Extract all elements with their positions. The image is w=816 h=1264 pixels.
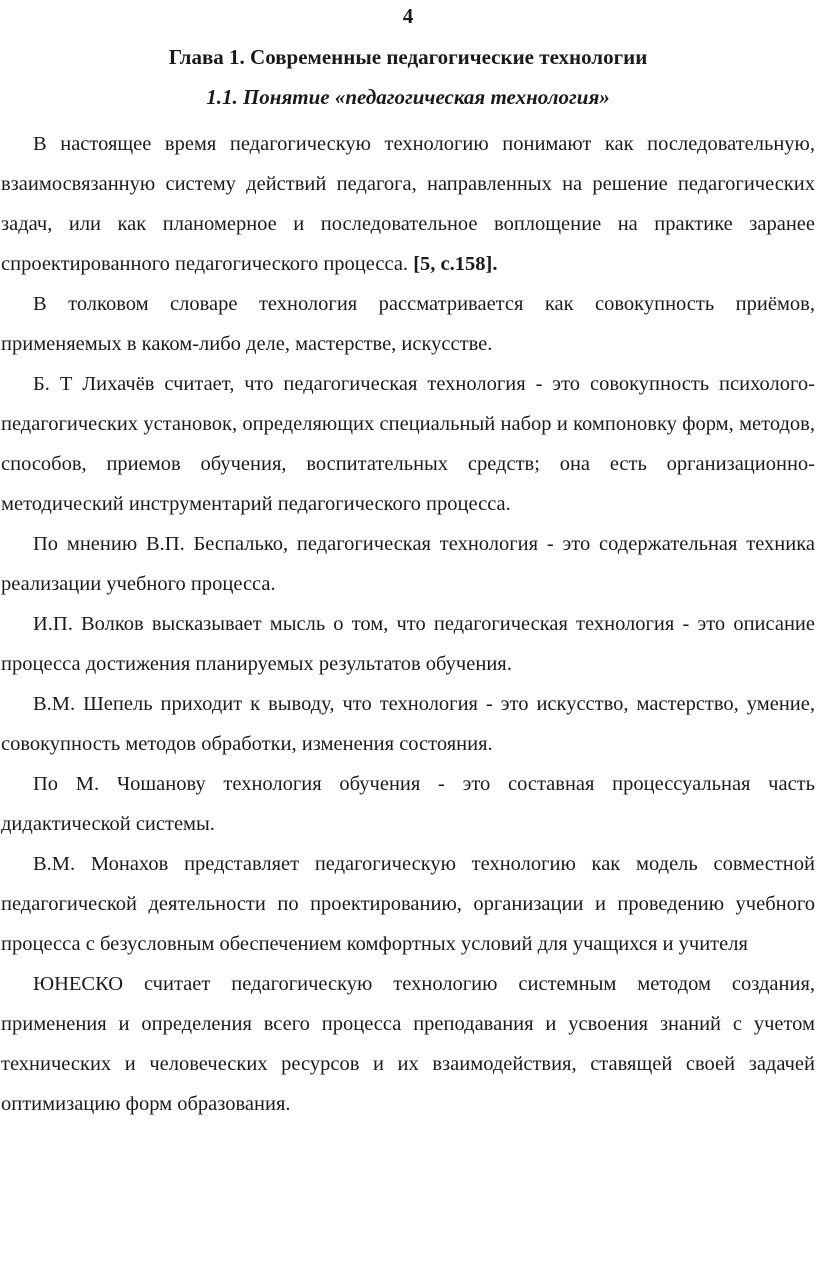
paragraph-text: В настоящее время педагогическую технологию понимают как последовательную, взаимосвязанную систему действий педагога, направленных на решение педагогических задач, или как планомерное и последовательное воплощение на практике заранее спроектированного педагогического процесса.	[1, 133, 815, 275]
paragraph-volkov: И.П. Волков высказывает мысль о том, что педагогическая технология - это описание процесса достижения планируемых результатов обучения.	[1, 613, 815, 675]
citation-reference: [5, с.158].	[413, 253, 498, 275]
page-number: 4	[402, 4, 414, 28]
paragraph-definition	[1, 124, 815, 284]
paragraph-dictionary: В толковом словаре технология рассматривается как совокупность приёмов, применяемых в каком-либо деле, мастерстве, искусстве.	[1, 293, 815, 355]
paragraph-unesco: ЮНЕСКО считает педагогическую технологию системным методом создания, применения и определения всего процесса преподавания и усвоения знаний с учетом технических и человеческих ресурсов и их взаимодействия, ставящей своей задачей оптимизацию форм образования.	[1, 973, 815, 1115]
paragraph-shepel: В.М. Шепель приходит к выводу, что технология - это искусство, мастерство, умение, совокупность методов обработки, изменения состояния.	[1, 693, 815, 755]
paragraph-bespalko: По мнению В.П. Беспалько, педагогическая технология - это содержательная техника реализации учебного процесса.	[1, 533, 815, 595]
body-text	[1, 124, 815, 1124]
paragraph-choshanov: По М. Чошанову технология обучения - это составная процессуальная часть дидактической системы.	[1, 773, 815, 835]
paragraph-likhachev: Б. Т Лихачёв считает, что педагогическая технология - это совокупность психолого-педагогических установок, определяющих специальный набор и компоновку форм, методов, способов, приемов обучения, воспитательных средств; она есть организационно-методический инструментарий педагогического процесса.	[1, 373, 815, 515]
paragraph-monakhov: В.М. Монахов представляет педагогическую технологию как модель совместной педагогической деятельности по проектированию, организации и проведению учебного процесса с безусловным обеспечением комфортных условий для учащихся и учителя	[1, 853, 815, 955]
section-title: 1.1. Понятие «педагогическая технология»	[206, 85, 610, 109]
chapter-title: Глава 1. Современные педагогические технологии	[168, 45, 648, 69]
